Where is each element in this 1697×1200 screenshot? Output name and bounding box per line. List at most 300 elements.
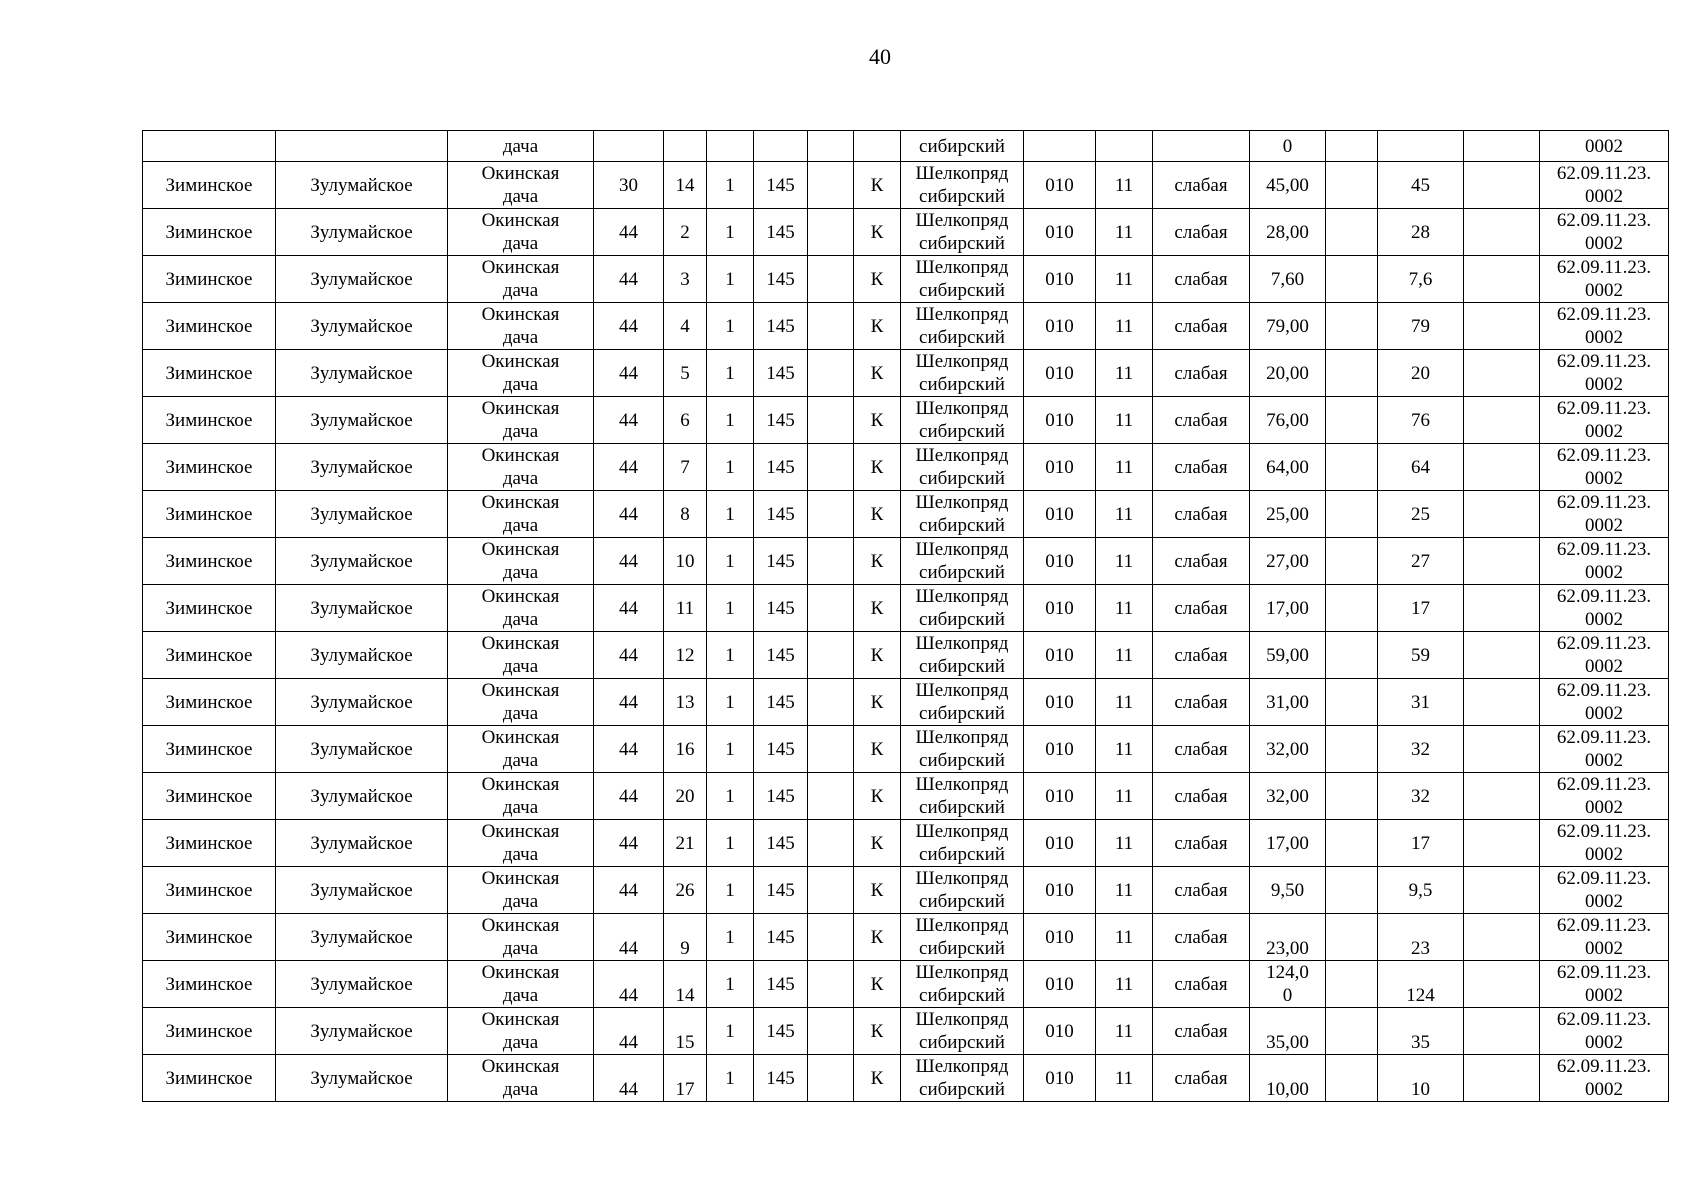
cell-17: 35	[1378, 1008, 1464, 1055]
cell-13: 11	[1096, 585, 1153, 632]
cell-9	[808, 162, 854, 209]
pest-cell-line: сибирский	[919, 1032, 1005, 1053]
pest-cell	[901, 914, 1024, 961]
dacha-cell-line: Окинская	[481, 821, 560, 842]
continuation-cell	[1378, 131, 1464, 162]
cell-10: К	[854, 397, 901, 444]
cell-18	[1464, 632, 1540, 679]
cell-9	[808, 585, 854, 632]
area-cell: 23,00	[1250, 914, 1326, 961]
code-cell	[1540, 209, 1669, 256]
cell-16	[1326, 256, 1378, 303]
plot-cell: 5	[664, 350, 707, 397]
severity-cell: слабая	[1153, 491, 1250, 538]
table-row	[143, 350, 1669, 397]
plot-cell: 12	[664, 632, 707, 679]
cell-16	[1326, 820, 1378, 867]
cell-13: 11	[1096, 538, 1153, 585]
plot-cell: 20	[664, 773, 707, 820]
code-cell-line: 62.09.11.23.	[1556, 492, 1652, 513]
code-cell-line: 62.09.11.23.	[1556, 586, 1652, 607]
cell-18	[1464, 585, 1540, 632]
code-cell-line: 62.09.11.23.	[1556, 868, 1652, 889]
cell-12: 010	[1024, 914, 1096, 961]
cell-8: 145	[754, 397, 808, 444]
cell-16	[1326, 585, 1378, 632]
dacha-cell	[448, 397, 594, 444]
dacha-cell	[448, 632, 594, 679]
cell-10: К	[854, 350, 901, 397]
continuation-cell: дача	[448, 131, 594, 162]
plot-cell: 26	[664, 867, 707, 914]
cell-17: 124	[1378, 961, 1464, 1008]
cell-13: 11	[1096, 256, 1153, 303]
cell-9	[808, 773, 854, 820]
code-cell-line: 62.09.11.23.	[1556, 774, 1652, 795]
district-cell: Зиминское	[143, 820, 276, 867]
area-cell: 28,00	[1250, 209, 1326, 256]
cell-17: 32	[1378, 726, 1464, 773]
cell-7: 1	[707, 914, 754, 961]
area-cell: 79,00	[1250, 303, 1326, 350]
code-cell	[1540, 867, 1669, 914]
dacha-cell-line: дача	[502, 233, 539, 254]
dacha-cell	[448, 162, 594, 209]
cell-8: 145	[754, 632, 808, 679]
pest-cell	[901, 444, 1024, 491]
quarter-cell: 44	[594, 538, 664, 585]
cell-18	[1464, 1055, 1540, 1102]
forestry-cell: Зулумайское	[276, 162, 448, 209]
pest-cell	[901, 350, 1024, 397]
cell-8: 145	[754, 209, 808, 256]
plot-cell: 14	[664, 162, 707, 209]
quarter-cell: 44	[594, 867, 664, 914]
area-cell: 20,00	[1250, 350, 1326, 397]
forestry-cell: Зулумайское	[276, 538, 448, 585]
area-cell	[1250, 961, 1326, 1008]
dacha-cell-line: дача	[502, 750, 539, 771]
severity-cell: слабая	[1153, 820, 1250, 867]
pest-cell	[901, 726, 1024, 773]
continuation-cell: 0	[1250, 131, 1326, 162]
cell-17: 76	[1378, 397, 1464, 444]
district-cell: Зиминское	[143, 679, 276, 726]
table-row	[143, 867, 1669, 914]
cell-10: К	[854, 679, 901, 726]
cell-17: 25	[1378, 491, 1464, 538]
severity-cell: слабая	[1153, 585, 1250, 632]
district-cell: Зиминское	[143, 726, 276, 773]
cell-17: 17	[1378, 585, 1464, 632]
cell-13: 11	[1096, 350, 1153, 397]
pest-cell-line: Шелкопряд	[915, 1056, 1009, 1077]
cell-18	[1464, 538, 1540, 585]
cell-13: 11	[1096, 773, 1153, 820]
code-cell	[1540, 914, 1669, 961]
code-cell	[1540, 961, 1669, 1008]
district-cell: Зиминское	[143, 773, 276, 820]
table-row	[143, 209, 1669, 256]
dacha-cell-line: Окинская	[481, 633, 560, 654]
cell-16	[1326, 1008, 1378, 1055]
cell-8: 145	[754, 773, 808, 820]
severity-cell: слабая	[1153, 256, 1250, 303]
code-cell-line: 0002	[1585, 562, 1623, 583]
pest-cell-line: Шелкопряд	[915, 868, 1009, 889]
cell-16	[1326, 444, 1378, 491]
dacha-cell-line: дача	[502, 280, 539, 301]
pest-cell-line: сибирский	[919, 421, 1005, 442]
dacha-cell-line: Окинская	[481, 398, 560, 419]
district-cell: Зиминское	[143, 350, 276, 397]
dacha-cell-line: Окинская	[481, 539, 560, 560]
code-cell-line: 62.09.11.23.	[1556, 727, 1652, 748]
code-cell-line: 0002	[1585, 186, 1623, 207]
area-cell: 32,00	[1250, 773, 1326, 820]
cell-17: 27	[1378, 538, 1464, 585]
cell-16	[1326, 350, 1378, 397]
cell-7: 1	[707, 256, 754, 303]
cell-18	[1464, 773, 1540, 820]
cell-16	[1326, 632, 1378, 679]
cell-18	[1464, 914, 1540, 961]
quarter-cell: 44	[594, 350, 664, 397]
plot-cell: 10	[664, 538, 707, 585]
pest-cell-line: Шелкопряд	[915, 304, 1009, 325]
dacha-cell-line: Окинская	[481, 351, 560, 372]
cell-8: 145	[754, 867, 808, 914]
cell-9	[808, 397, 854, 444]
cell-10: К	[854, 1055, 901, 1102]
cell-10: К	[854, 162, 901, 209]
dacha-cell-line: дача	[502, 656, 539, 677]
pest-cell-line: Шелкопряд	[915, 680, 1009, 701]
cell-10: К	[854, 773, 901, 820]
cell-7: 1	[707, 491, 754, 538]
code-cell-line: 62.09.11.23.	[1556, 1056, 1652, 1077]
code-cell-line: 0002	[1585, 609, 1623, 630]
cell-12: 010	[1024, 162, 1096, 209]
cell-8: 145	[754, 1055, 808, 1102]
table-row	[143, 397, 1669, 444]
continuation-cell	[754, 131, 808, 162]
cell-12: 010	[1024, 867, 1096, 914]
cell-13: 11	[1096, 1055, 1153, 1102]
continuation-row	[143, 131, 1669, 162]
pest-cell	[901, 1055, 1024, 1102]
code-cell	[1540, 632, 1669, 679]
severity-cell: слабая	[1153, 679, 1250, 726]
cell-7: 1	[707, 632, 754, 679]
continuation-cell	[1096, 131, 1153, 162]
cell-18	[1464, 961, 1540, 1008]
area-cell: 7,60	[1250, 256, 1326, 303]
code-cell-line: 0002	[1585, 280, 1623, 301]
dacha-cell	[448, 538, 594, 585]
code-cell	[1540, 585, 1669, 632]
cell-12: 010	[1024, 961, 1096, 1008]
forestry-cell: Зулумайское	[276, 1055, 448, 1102]
plot-cell: 11	[664, 585, 707, 632]
district-cell: Зиминское	[143, 303, 276, 350]
cell-9	[808, 538, 854, 585]
dacha-cell	[448, 1008, 594, 1055]
table-row	[143, 961, 1669, 1008]
code-cell-line: 0002	[1585, 1079, 1623, 1100]
cell-7: 1	[707, 726, 754, 773]
quarter-cell: 44	[594, 820, 664, 867]
cell-8: 145	[754, 961, 808, 1008]
quarter-cell: 44	[594, 679, 664, 726]
area-cell: 32,00	[1250, 726, 1326, 773]
forestry-cell: Зулумайское	[276, 773, 448, 820]
cell-12: 010	[1024, 209, 1096, 256]
pest-cell	[901, 585, 1024, 632]
continuation-cell	[1326, 131, 1378, 162]
continuation-cell	[143, 131, 276, 162]
dacha-cell-line: дача	[502, 1079, 539, 1100]
cell-7: 1	[707, 1008, 754, 1055]
cell-18	[1464, 1008, 1540, 1055]
severity-cell: слабая	[1153, 444, 1250, 491]
continuation-cell	[707, 131, 754, 162]
cell-12: 010	[1024, 585, 1096, 632]
quarter-cell: 44	[594, 256, 664, 303]
cell-7: 1	[707, 773, 754, 820]
continuation-cell	[1153, 131, 1250, 162]
continuation-cell	[276, 131, 448, 162]
pest-cell-line: Шелкопряд	[915, 633, 1009, 654]
cell-8: 145	[754, 256, 808, 303]
severity-cell: слабая	[1153, 397, 1250, 444]
forestry-cell: Зулумайское	[276, 961, 448, 1008]
dacha-cell-line: дача	[502, 1032, 539, 1053]
code-cell-line: 0002	[1585, 421, 1623, 442]
area-cell: 27,00	[1250, 538, 1326, 585]
dacha-cell-line: Окинская	[481, 304, 560, 325]
dacha-cell-line: дача	[502, 515, 539, 536]
cell-9	[808, 632, 854, 679]
forestry-cell: Зулумайское	[276, 491, 448, 538]
cell-10: К	[854, 256, 901, 303]
severity-cell: слабая	[1153, 867, 1250, 914]
code-cell	[1540, 538, 1669, 585]
district-cell: Зиминское	[143, 867, 276, 914]
cell-7: 1	[707, 961, 754, 1008]
pest-cell	[901, 867, 1024, 914]
code-cell	[1540, 773, 1669, 820]
severity-cell: слабая	[1153, 632, 1250, 679]
pest-cell	[901, 961, 1024, 1008]
cell-13: 11	[1096, 867, 1153, 914]
cell-9	[808, 444, 854, 491]
dacha-cell-line: Окинская	[481, 774, 560, 795]
cell-13: 11	[1096, 961, 1153, 1008]
plot-cell: 7	[664, 444, 707, 491]
district-cell: Зиминское	[143, 209, 276, 256]
cell-17: 59	[1378, 632, 1464, 679]
cell-8: 145	[754, 585, 808, 632]
area-cell: 45,00	[1250, 162, 1326, 209]
dacha-cell-line: дача	[502, 797, 539, 818]
pest-cell-line: сибирский	[919, 280, 1005, 301]
code-cell-line: 0002	[1585, 515, 1623, 536]
cell-10: К	[854, 914, 901, 961]
dacha-cell-line: дача	[502, 562, 539, 583]
cell-8: 145	[754, 820, 808, 867]
continuation-cell	[664, 131, 707, 162]
severity-cell: слабая	[1153, 162, 1250, 209]
quarter-cell: 44	[594, 773, 664, 820]
cell-9	[808, 820, 854, 867]
pest-cell-line: сибирский	[919, 844, 1005, 865]
forest-pest-table	[142, 130, 1669, 1102]
dacha-cell-line: Окинская	[481, 257, 560, 278]
forestry-cell: Зулумайское	[276, 820, 448, 867]
dacha-cell	[448, 679, 594, 726]
pest-cell-line: Шелкопряд	[915, 351, 1009, 372]
quarter-cell: 44	[594, 1055, 664, 1102]
continuation-cell	[808, 131, 854, 162]
cell-9	[808, 256, 854, 303]
pest-cell-line: Шелкопряд	[915, 257, 1009, 278]
dacha-cell	[448, 209, 594, 256]
severity-cell: слабая	[1153, 303, 1250, 350]
district-cell: Зиминское	[143, 914, 276, 961]
continuation-cell	[854, 131, 901, 162]
cell-8: 145	[754, 1008, 808, 1055]
code-cell-line: 0002	[1585, 750, 1623, 771]
plot-cell: 9	[664, 914, 707, 961]
district-cell: Зиминское	[143, 256, 276, 303]
cell-12: 010	[1024, 679, 1096, 726]
pest-cell-line: сибирский	[919, 797, 1005, 818]
severity-cell: слабая	[1153, 538, 1250, 585]
cell-13: 11	[1096, 162, 1153, 209]
table-row	[143, 585, 1669, 632]
code-cell	[1540, 256, 1669, 303]
code-cell	[1540, 679, 1669, 726]
dacha-cell-line: дача	[502, 985, 539, 1006]
cell-12: 010	[1024, 1055, 1096, 1102]
cell-18	[1464, 256, 1540, 303]
pest-cell-line: Шелкопряд	[915, 1009, 1009, 1030]
cell-9	[808, 867, 854, 914]
cell-7: 1	[707, 1055, 754, 1102]
plot-cell: 3	[664, 256, 707, 303]
dacha-cell	[448, 914, 594, 961]
table-row	[143, 820, 1669, 867]
cell-13: 11	[1096, 726, 1153, 773]
code-cell-line: 0002	[1585, 891, 1623, 912]
cell-13: 11	[1096, 679, 1153, 726]
pest-cell-line: сибирский	[919, 1079, 1005, 1100]
pest-cell-line: Шелкопряд	[915, 586, 1009, 607]
cell-12: 010	[1024, 1008, 1096, 1055]
dacha-cell	[448, 961, 594, 1008]
continuation-cell	[594, 131, 664, 162]
quarter-cell: 44	[594, 491, 664, 538]
cell-18	[1464, 867, 1540, 914]
forestry-cell: Зулумайское	[276, 444, 448, 491]
cell-7: 1	[707, 444, 754, 491]
code-cell-line: 0002	[1585, 656, 1623, 677]
forestry-cell: Зулумайское	[276, 209, 448, 256]
table-row	[143, 679, 1669, 726]
forestry-cell: Зулумайское	[276, 256, 448, 303]
cell-8: 145	[754, 538, 808, 585]
district-cell: Зиминское	[143, 1055, 276, 1102]
code-cell-line: 62.09.11.23.	[1556, 915, 1652, 936]
table-row	[143, 632, 1669, 679]
dacha-cell-line: Окинская	[481, 915, 560, 936]
table-row	[143, 1008, 1669, 1055]
cell-18	[1464, 491, 1540, 538]
cell-9	[808, 679, 854, 726]
plot-cell: 2	[664, 209, 707, 256]
pest-cell	[901, 162, 1024, 209]
area-cell: 10,00	[1250, 1055, 1326, 1102]
pest-cell-line: Шелкопряд	[915, 774, 1009, 795]
code-cell	[1540, 1008, 1669, 1055]
quarter-cell: 30	[594, 162, 664, 209]
cell-7: 1	[707, 820, 754, 867]
dacha-cell-line: Окинская	[481, 962, 560, 983]
pest-cell-line: Шелкопряд	[915, 915, 1009, 936]
area-cell: 31,00	[1250, 679, 1326, 726]
pest-cell-line: сибирский	[919, 562, 1005, 583]
dacha-cell-line: Окинская	[481, 727, 560, 748]
cell-17: 31	[1378, 679, 1464, 726]
pest-cell-line: сибирский	[919, 609, 1005, 630]
district-cell: Зиминское	[143, 538, 276, 585]
cell-10: К	[854, 303, 901, 350]
dacha-cell-line: Окинская	[481, 586, 560, 607]
dacha-cell-line: Окинская	[481, 492, 560, 513]
cell-7: 1	[707, 585, 754, 632]
cell-10: К	[854, 820, 901, 867]
dacha-cell-line: дача	[502, 421, 539, 442]
dacha-cell-line: дача	[502, 844, 539, 865]
area-cell: 17,00	[1250, 585, 1326, 632]
continuation-cell	[1024, 131, 1096, 162]
forestry-cell: Зулумайское	[276, 679, 448, 726]
cell-13: 11	[1096, 444, 1153, 491]
district-cell: Зиминское	[143, 491, 276, 538]
plot-cell: 21	[664, 820, 707, 867]
pest-cell	[901, 1008, 1024, 1055]
cell-16	[1326, 961, 1378, 1008]
code-cell-line: 0002	[1585, 844, 1623, 865]
cell-9	[808, 303, 854, 350]
cell-7: 1	[707, 679, 754, 726]
code-cell-line: 62.09.11.23.	[1556, 304, 1652, 325]
table-row	[143, 491, 1669, 538]
area-cell: 76,00	[1250, 397, 1326, 444]
code-cell	[1540, 491, 1669, 538]
continuation-cell	[1464, 131, 1540, 162]
table-row	[143, 1055, 1669, 1102]
code-cell-line: 0002	[1585, 797, 1623, 818]
cell-10: К	[854, 867, 901, 914]
cell-12: 010	[1024, 538, 1096, 585]
plot-cell: 13	[664, 679, 707, 726]
table-row	[143, 538, 1669, 585]
quarter-cell: 44	[594, 914, 664, 961]
cell-17: 17	[1378, 820, 1464, 867]
dacha-cell-line: дача	[502, 609, 539, 630]
